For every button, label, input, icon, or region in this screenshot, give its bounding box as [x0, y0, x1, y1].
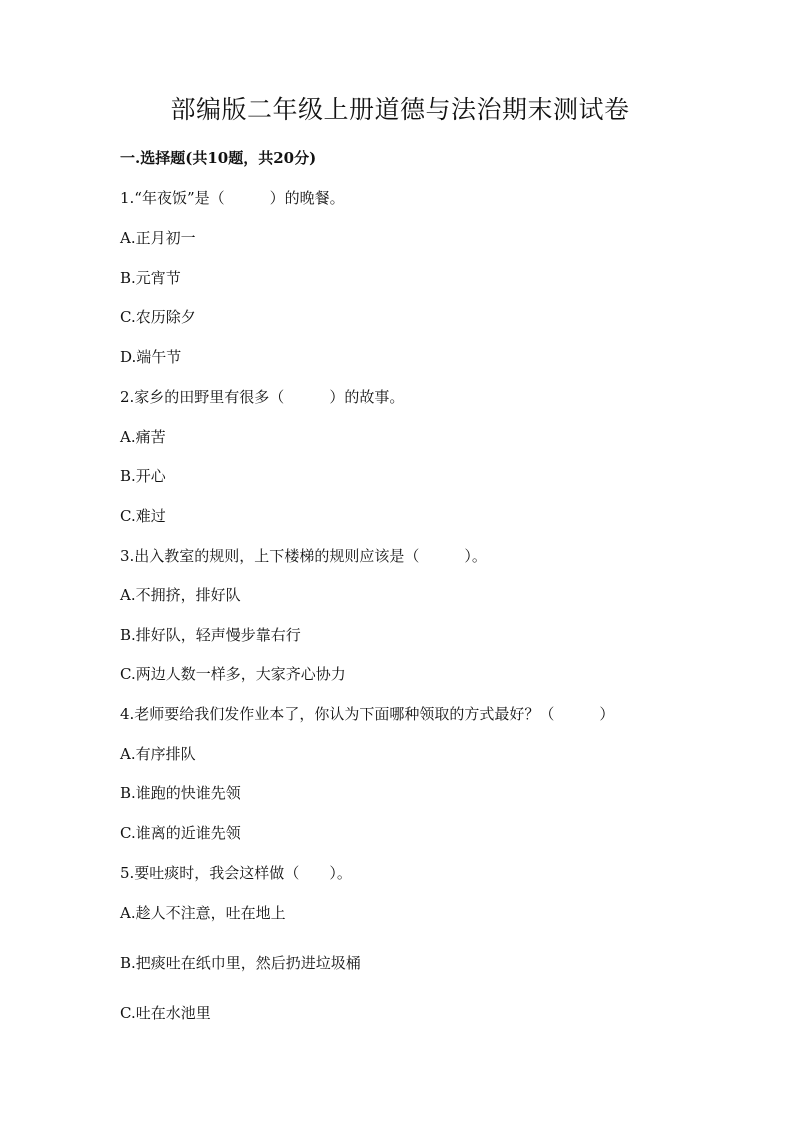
- question-4-option-a: A.有序排队: [120, 745, 196, 763]
- question-2-stem: 2.家乡的田野里有很多（ ）的故事。: [120, 388, 405, 406]
- question-5-option-b: B.把痰吐在纸巾里，然后扔进垃圾桶: [120, 954, 361, 972]
- question-2-option-c: C.难过: [120, 507, 166, 525]
- question-3-option-a: A.不拥挤，排好队: [120, 586, 241, 604]
- question-2-option-b: B.开心: [120, 467, 166, 485]
- exam-title: 部编版二年级上册道德与法治期末测试卷: [170, 95, 630, 124]
- question-1-option-d: D.端午节: [120, 348, 182, 366]
- question-4-stem: 4.老师要给我们发作业本了，你认为下面哪种领取的方式最好？（ ）: [120, 705, 615, 723]
- question-5-option-c: C.吐在水池里: [120, 1004, 211, 1022]
- question-1-stem: 1.“年夜饭”是（ ）的晚餐。: [120, 189, 345, 207]
- section-heading: 一.选择题(共10题，共20分): [120, 149, 317, 167]
- question-1-option-a: A.正月初一: [120, 229, 196, 247]
- question-4-option-c: C.谁离的近谁先领: [120, 824, 241, 842]
- question-3-option-c: C.两边人数一样多，大家齐心协力: [120, 665, 346, 683]
- question-2-option-a: A.痛苦: [120, 428, 166, 446]
- question-5-stem: 5.要吐痰时，我会这样做（ ）。: [120, 864, 352, 882]
- question-4-option-b: B.谁跑的快谁先领: [120, 784, 241, 802]
- question-1-option-b: B.元宵节: [120, 269, 181, 287]
- question-3-option-b: B.排好队，轻声慢步靠右行: [120, 626, 301, 644]
- question-3-stem: 3.出入教室的规则，上下楼梯的规则应该是（ ）。: [120, 547, 487, 565]
- question-5-option-a: A.趁人不注意，吐在地上: [120, 904, 286, 922]
- question-1-option-c: C.农历除夕: [120, 308, 196, 326]
